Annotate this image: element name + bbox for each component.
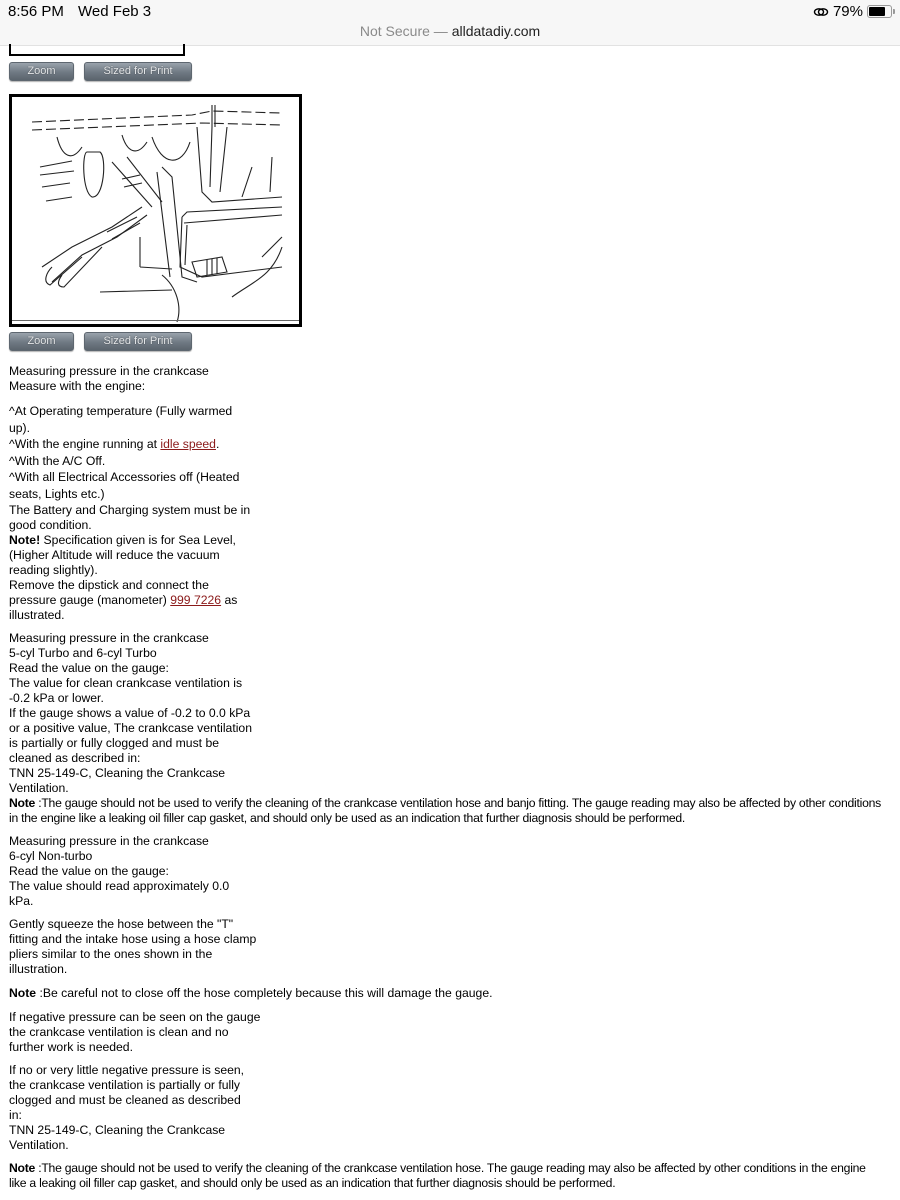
section3-subheading: 6-cyl Non-turbo xyxy=(9,849,93,863)
section3-heading: Measuring pressure in the crankcase xyxy=(9,834,209,848)
section1-heading: Measuring pressure in the crankcase xyxy=(9,364,209,378)
section3-value: The value should read approximately 0.0 kPa. xyxy=(9,879,230,908)
section2-note: Note :The gauge should not be used to verify the cleaning of the crankcase ventilation hose and banjo fitting. The gauge reading may also be affected by other conditions in the engine like a leaking oil filler cap gasket, and should only be used as an indication that further diagnosis should be performed. xyxy=(9,796,881,825)
note-label: Note! xyxy=(9,533,41,547)
section3-note1: Note :Be careful not to close off the hose completely because this will damage the gauge. xyxy=(9,986,493,1000)
section2-tnn-reference: TNN 25-149-C, Cleaning the Crankcase Ventilation. xyxy=(9,766,226,795)
domain-label: alldatadiy.com xyxy=(451,23,541,39)
status-date: Wed Feb 3 xyxy=(78,3,152,20)
section1-intro: Measure with the engine: xyxy=(9,379,146,393)
section3-little-pressure: If no or very little negative pressure is seen, the crankcase ventilation is partially or fully clogged and must be cleaned as described in: TNN 25-149-C, Cleaning the Crankcase Ventilation. xyxy=(9,1063,254,1153)
status-indicators xyxy=(813,3,892,20)
figure2-button-row xyxy=(9,332,192,351)
section2-subheading: 5-cyl Turbo and 6-cyl Turbo xyxy=(9,646,157,660)
hose-clamp-illustration xyxy=(12,97,299,324)
zoom-button[interactable]: Zoom xyxy=(9,332,74,351)
battery-percent: 79% xyxy=(832,3,863,20)
sized-for-print-button[interactable]: Sized for Print xyxy=(84,62,192,81)
zoom-button[interactable]: Zoom xyxy=(9,62,74,81)
note-label: Note xyxy=(9,986,37,1000)
battery-icon xyxy=(867,5,892,18)
section3-negative-pressure: If negative pressure can be seen on the gauge the crankcase ventilation is clean and no further work is needed. xyxy=(9,1010,261,1054)
note-label: Note xyxy=(9,1161,36,1175)
condition-ac-off: ^With the A/C Off. xyxy=(9,453,106,468)
figure-baseline xyxy=(12,320,299,321)
tool-999-7226-link[interactable]: 999 7226 xyxy=(170,593,222,607)
battery-requirement: The Battery and Charging system must be in good condition. xyxy=(9,503,251,532)
section1-requirements xyxy=(9,503,254,623)
condition-operating-temp: ^At Operating temperature (Fully warmed up). xyxy=(9,404,233,435)
note-label: Note xyxy=(9,796,36,810)
link-icon xyxy=(813,6,829,18)
section3-tnn-reference: TNN 25-149-C, Cleaning the Crankcase Ventilation. xyxy=(9,1123,226,1152)
previous-figure-frame xyxy=(9,44,185,56)
section3-read: Read the value on the gauge: xyxy=(9,864,169,878)
sea-level-note: Note! Specification given is for Sea Level, (Higher Altitude will reduce the vacuum reading slightly). xyxy=(9,533,236,577)
section1-heading-block xyxy=(9,364,254,394)
section3-non-turbo xyxy=(9,834,254,909)
section3-note2: Note :The gauge should not be used to verify the cleaning of the crankcase ventilation hose. The gauge reading may also be affected by other conditions in the engine like a leaking oil filler cap gasket, and should only be used as an indication that further diagnosis should be performed. xyxy=(9,1161,866,1190)
condition-accessories-off: ^With all Electrical Accessories off (Heated seats, Lights etc.) xyxy=(9,470,240,501)
not-secure-label: Not Secure — xyxy=(359,23,448,39)
sized-for-print-button[interactable]: Sized for Print xyxy=(84,332,192,351)
section2-if-text: If the gauge shows a value of -0.2 to 0.0 kPa or a positive value, The crankcase ventilation is partially or fully clogged and must be cleaned as described in: xyxy=(9,706,252,765)
connect-gauge-instruction: Remove the dipstick and connect the pressure gauge (manometer) 999 7226 as illustrated. xyxy=(9,578,238,622)
section2-read: Read the value on the gauge: xyxy=(9,661,169,675)
section3-squeeze: Gently squeeze the hose between the "T" fitting and the intake hose using a hose clamp pliers similar to the ones shown in the illustration. xyxy=(9,917,257,976)
section2-turbo xyxy=(9,631,254,796)
section2-clean-value: The value for clean crankcase ventilation is -0.2 kPa or lower. xyxy=(9,676,243,705)
section1-conditions xyxy=(9,403,254,503)
illustration-hose-clamp[interactable] xyxy=(9,94,302,327)
status-time-date xyxy=(8,3,161,20)
address-bar[interactable] xyxy=(0,23,900,39)
figure1-button-row xyxy=(9,62,192,81)
idle-speed-link[interactable]: idle speed xyxy=(160,437,216,452)
status-time: 8:56 PM xyxy=(8,3,64,20)
condition-idle-speed: ^With the engine running at idle speed. xyxy=(9,437,220,452)
section2-heading: Measuring pressure in the crankcase xyxy=(9,631,209,645)
browser-status-bar xyxy=(0,0,900,46)
